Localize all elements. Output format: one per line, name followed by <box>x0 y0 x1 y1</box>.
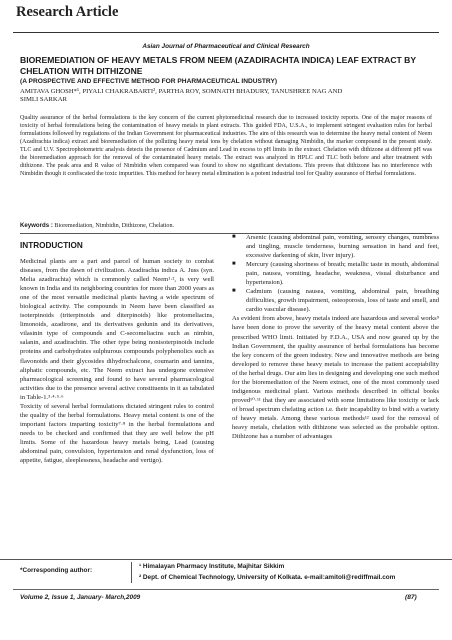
paragraph: As evident from above, heavy metals indeed are hazardous and several works⁹ have been done to prove the severity of the heavy metal content above the prescribed WHO limit. Initiated by F.D.A., USA and now geared up by the Indian Government, the quality assurance of herbal formulations has become the key concern of the green industry. New and innovative methods are being developed to remove these heavy metals to increase the patient acceptability of the herbal drugs. Our aim lies in designing and developing one such method for the bioremediation of the Neem extract, one of the most commonly used indigenous medicinal plant. Various methods described in official books proved¹⁰·¹¹ that they are associated with some limitations like toxicity or lack of broad spectrum chelating action i.e. their incapability to bind with a variety of heavy metals. Among these various methods¹² used for the removal of heavy metals, chelation with dithizone was selected as the probable option. Dithizone has a number of advantages <box>232 315 439 441</box>
article-title: BIOREMEDIATION OF HEAVY METALS FROM NEEM (AZADIRACHTA INDICA) LEAF EXTRACT BY CHELATION WITH DITHIZONE <box>20 55 416 76</box>
section-label: Research Article <box>16 4 119 20</box>
paragraph: Toxicity of several herbal formulations dictated stringent rules to control the quality of the herbal formulations. Heavy metal content is one of the important factors imparting toxicity⁷·⁸ in the herbal formulations and needs to be checked and confirmed that they are well below the pH limits. Some of the hazardous heavy metals being, Lead (causing abdominal pain, convulsion, hypertension and renal dysfunction, loss of appetite, fatigue, sleeplessness, headache and vertigo). <box>20 402 214 465</box>
corresponding-author-label: *Corresponding author: <box>20 567 93 574</box>
affiliations <box>139 562 439 583</box>
bullet-text: Arsenic (causing abdominal pain, vomiting, sensory changes, numbness and tingling, muscle tenderness, burning sensation in hand and feet, excessive darkening of skin, liver injury). <box>246 234 439 260</box>
abstract: Quality assurance of the herbal formulations is the key concern of the current phytomedicinal research due to increased toxicity reports. One of the major reasons of toxicity of herbal formulations being the contamination of heavy metals in plant extracts. This guided FDA, U.S.A., to implement stringent evaluation rules for herbal formulations followed by regulations of the Indian Government for pharmaceutical industries. The aim of this research was to determine the heavy metal content of Neem (Azadirachta indica) extract and bioremediation of the polluting heavy metal ions by chelation without damaging Nimbidin, the marker compound in the present study. TLC and U.V. Spectrophotometric analysis detects the presence of Cadmium and Lead in excess to pH limits in the extract. Chelation with dithizone at different pH was the bioremediation approach for the removal of the contaminated heavy metals. The extract was analyzed in HPLC and TLC both before and after treatment with dithizone. The peak area and R value of Nimbidin when compared was found to show no significant deviations. This proves that dithizone has no interference with Nimbidin though it confiscated the toxic impurities. This method for heavy metal elimination is a potent industrial tool for Quality assurance of Herbal formulations. <box>20 115 432 177</box>
journal-name: Asian Journal of Pharmaceutical and Clinical Research <box>142 43 310 50</box>
author-line: AMITAVA GHOSH*¹, PIYALI CHAKRABARTI², PARTHA ROY, SOMNATH BHADURY, TANUSHREE NAG AND <box>20 88 343 95</box>
left-column <box>20 257 214 465</box>
keywords-label: Keywords : <box>20 222 53 229</box>
header-rule <box>13 32 439 33</box>
section-heading-introduction: INTRODUCTION <box>20 241 83 250</box>
bottom-rule <box>13 589 439 590</box>
bullet-item <box>232 233 439 260</box>
bullet-text: Cadmium (causing nausea, vomiting, abdominal pain, breathing difficulties, growth impairment, osteoporosis, loss of taste and smell, and cardio vascular disease). <box>246 288 439 314</box>
author-line: SIMLI SARKAR <box>20 96 68 104</box>
footer-divider <box>131 562 132 583</box>
paragraph: Medicinal plants are a part and parcel of human society to combat diseases, from the dawn of civilization. Azadirachta indica A. Juss (syn. Melia azadirachta) which is commonly called Neem¹·², is very well known in India and its neighboring countries for more than 2000 years as one of the most versatile medicinal plants having a wide spectrum of biological activity. The compounds in Neem have been classified as isoterpinoids (triterpinoids and diterpinoids) like protomeliacins, limonoids, azadirone, and its derivatives gedunin and its derivatives, vilasinin type of compounds and C-secomeliacins such as nimbin, salanin, and azadirachtin. The other type being nonisoterpinoids include proteins and carbohydrates sulphurous compounds polyphenolics such as flavonoids and their glycosides dihydrochalcone, coumarin and tannins, aliphatic compounds, etc. The Neem extract has undergone extensive pharmacological screening and found to have several pharmacological activities due to the presence several active constituents in it as tabulated in Table-1.³·⁴·⁵·⁶ <box>20 258 214 401</box>
article-subtitle: (A PROSPECTIVE AND EFFECTIVE METHOD FOR PHARMACEUTICAL INDUSTRY) <box>20 78 278 85</box>
footer-rule <box>0 559 452 560</box>
bullet-square-icon: ■ <box>232 288 236 295</box>
keywords <box>20 222 432 229</box>
page-number: (87) <box>405 594 417 601</box>
bullet-item <box>232 260 439 287</box>
bullet-text: Mercury (causing shortness of breath; metallic taste in mouth, abdominal pain, nausea, vomiting, headache, weakness, visual disturbance and hypertension). <box>246 261 439 287</box>
affiliation-1: ¹ Himalayan Pharmacy Institute, Majhitar Sikkim <box>139 563 285 570</box>
bullet-square-icon: ■ <box>232 234 236 240</box>
right-column <box>232 233 439 441</box>
author-list <box>20 88 440 105</box>
bullet-square-icon: ■ <box>232 261 236 268</box>
volume-info: Volume 2, Issue 1, January- March,2009 <box>20 594 141 601</box>
bullet-item <box>232 287 439 314</box>
keywords-text: Bioremediation, Nimbidin, Dithizone, Chelation. <box>54 223 175 229</box>
affiliation-2: ² Dept. of Chemical Technology, University of Kolkata. e-mail:amitoli@rediffmail.com <box>139 573 396 581</box>
